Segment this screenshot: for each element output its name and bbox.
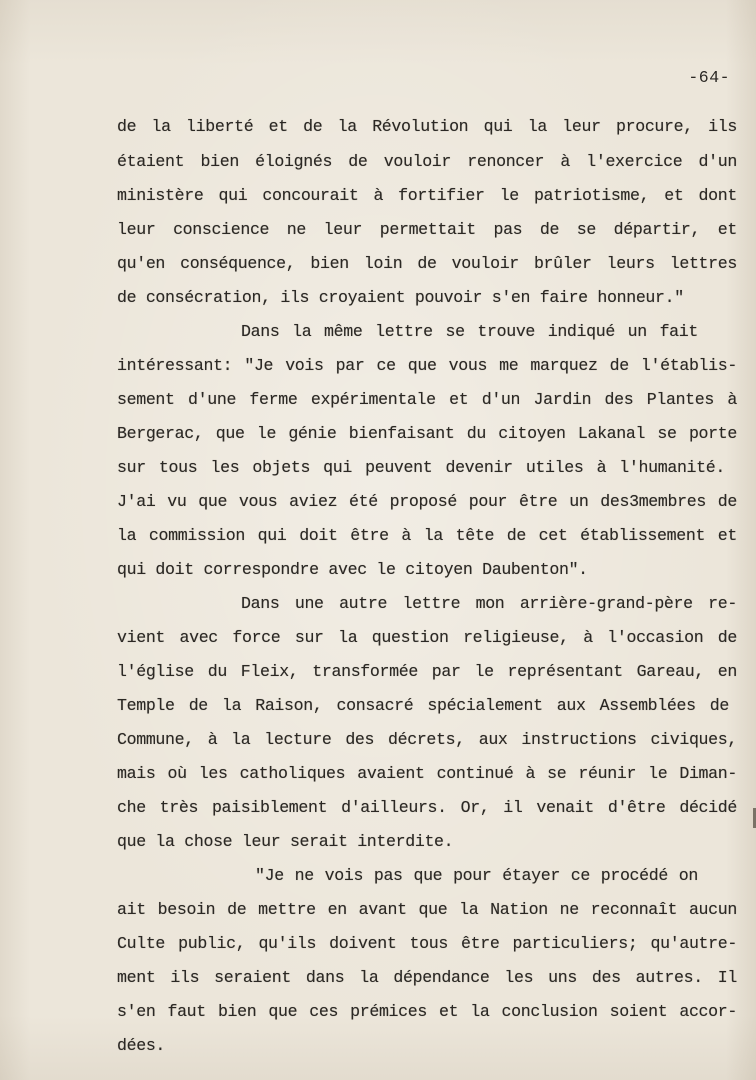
text-line: l'église du Fleix, transformée par le représentant Gareau, en [117, 662, 737, 681]
page-number: -64- [688, 68, 730, 87]
text-line: intéressant: "Je vois par ce que vous me marquez de l'établis- [117, 356, 737, 375]
paragraph-first-line: Dans une autre lettre mon arrière-grand-père re- [241, 594, 737, 613]
text-line: ait besoin de mettre en avant que la Nation ne reconnaît aucun [117, 900, 737, 919]
text-line: que la chose leur serait interdite. [117, 832, 454, 851]
text-line: leur conscience ne leur permettait pas de se départir, et [117, 220, 737, 239]
text-line: s'en faut bien que ces prémices et la conclusion soient accor- [117, 1002, 737, 1021]
paragraph-first-line: "Je ne vois pas que pour étayer ce procédé on [255, 866, 698, 885]
text-line: ministère qui concourait à fortifier le patriotisme, et dont [117, 186, 737, 205]
text-line: J'ai vu que vous aviez été proposé pour être un des3membres de [117, 492, 737, 511]
text-line: sur tous les objets qui peuvent devenir utiles à l'humanité. [117, 458, 725, 477]
text-line: étaient bien éloignés de vouloir renoncer à l'exercice d'un [117, 152, 737, 171]
text-line: dées. [117, 1036, 166, 1055]
text-line: qu'en conséquence, bien loin de vouloir brûler leurs lettres [117, 254, 737, 273]
text-line: de consécration, ils croyaient pouvoir s'en faire honneur." [117, 288, 684, 307]
text-line: sement d'une ferme expérimentale et d'un Jardin des Plantes à [117, 390, 737, 409]
text-line: Commune, à la lecture des décrets, aux instructions civiques, [117, 730, 737, 749]
text-line: la commission qui doit être à la tête de cet établissement et [117, 526, 737, 545]
text-line: mais où les catholiques avaient continué à se réunir le Diman- [117, 764, 737, 783]
text-line: che très paisiblement d'ailleurs. Or, il venait d'être décidé [117, 798, 737, 817]
text-line: qui doit correspondre avec le citoyen Daubenton". [117, 560, 588, 579]
text-line: Culte public, qu'ils doivent tous être particuliers; qu'autre- [117, 934, 737, 953]
paragraph-first-line: Dans la même lettre se trouve indiqué un fait [241, 322, 698, 341]
text-line: Temple de la Raison, consacré spécialement aux Assemblées de [117, 696, 729, 715]
text-line: vient avec force sur la question religieuse, à l'occasion de [117, 628, 737, 647]
text-line: Bergerac, que le génie bienfaisant du citoyen Lakanal se porte [117, 424, 737, 443]
text-line: de la liberté et de la Révolution qui la leur procure, ils [117, 117, 737, 136]
text-line: ment ils seraient dans la dépendance les uns des autres. Il [117, 968, 737, 987]
